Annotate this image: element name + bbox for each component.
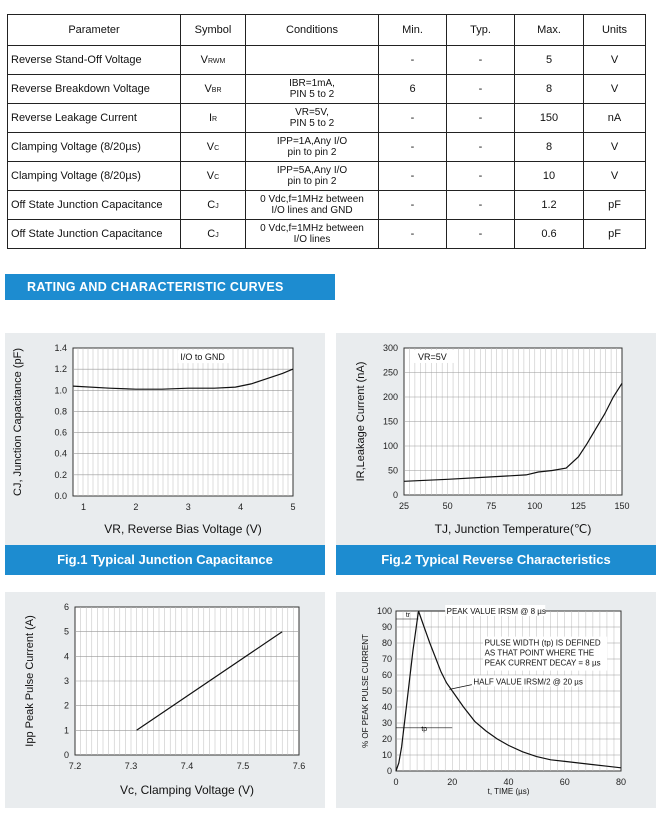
annotation-label: VR=5V: [417, 351, 447, 362]
chart-pulse-waveform: [336, 592, 656, 808]
cell-conditions: [246, 191, 379, 220]
symbol-main: V: [200, 54, 208, 66]
cell-min: -: [379, 220, 447, 249]
x-tick-label: 40: [503, 777, 514, 787]
y-tick-label: 0.0: [54, 491, 67, 501]
x-tick-label: 1: [80, 502, 86, 512]
cell-units: V: [584, 162, 646, 191]
cell-parameter: Off State Junction Capacitance: [8, 191, 181, 220]
y-tick-label: 90: [381, 622, 392, 632]
annotation-pulse-2: AS THAT POINT WHERE THE: [484, 648, 595, 658]
fig4-panel: [336, 592, 656, 808]
cell-max: 8: [515, 133, 584, 162]
table-row: [8, 104, 646, 133]
x-tick-label: 150: [614, 501, 630, 511]
annotation-label: I/O to GND: [180, 352, 225, 363]
x-tick-label: 50: [442, 501, 453, 511]
condition-line: 0 Vdc,f=1MHz between: [260, 223, 364, 234]
condition-line: I/O lines: [293, 234, 331, 245]
cell-conditions: [246, 46, 379, 75]
cell-min: -: [379, 46, 447, 75]
cell-conditions: [246, 133, 379, 162]
y-axis-label: % OF PEAK PULSE CURRENT: [361, 634, 370, 748]
cell-units: V: [584, 133, 646, 162]
x-tick-label: 2: [133, 502, 139, 512]
cell-conditions: [246, 75, 379, 104]
y-tick-label: 20: [381, 734, 392, 744]
fig1-panel: [5, 333, 325, 575]
y-tick-label: 100: [382, 441, 398, 451]
fig3-panel: [5, 592, 325, 808]
cell-min: -: [379, 133, 447, 162]
x-tick-label: 60: [559, 777, 570, 787]
fig2-panel: [336, 333, 656, 575]
cell-symbol: [181, 191, 246, 220]
cell-units: V: [584, 46, 646, 75]
condition-line: pin to pin 2: [287, 147, 337, 158]
chart-reverse-characteristics: [336, 333, 656, 575]
condition-line: VR=5V,: [295, 107, 329, 118]
cell-typ: -: [447, 46, 515, 75]
cell-typ: -: [447, 220, 515, 249]
cell-parameter: Off State Junction Capacitance: [8, 220, 181, 249]
x-axis-label: TJ, Junction Temperature(℃): [434, 522, 592, 536]
symbol-sub: RWM: [207, 58, 226, 65]
y-tick-label: 1.0: [54, 385, 67, 396]
annotation-tr: tr: [405, 612, 411, 619]
symbol-sub: C: [214, 174, 220, 181]
header-parameter: Parameter: [8, 15, 181, 46]
cell-typ: -: [447, 75, 515, 104]
y-tick-label: 1.2: [54, 364, 67, 375]
x-tick-label: 7.3: [124, 761, 138, 771]
section-title: RATING AND CHARACTERISTIC CURVES: [5, 274, 335, 300]
y-axis-label: Ipp Peak Pulse Current (A): [24, 615, 36, 747]
cell-typ: -: [447, 133, 515, 162]
cell-parameter: Reverse Stand-Off Voltage: [8, 46, 181, 75]
y-tick-label: 2: [63, 700, 69, 711]
y-tick-label: 200: [382, 392, 398, 402]
fig1-caption: Fig.1 Typical Junction Capacitance: [5, 545, 325, 575]
y-tick-label: 300: [382, 343, 398, 353]
cell-min: -: [379, 104, 447, 133]
table-row: [8, 220, 646, 249]
y-axis-label: IR,Leakage Current (nA): [355, 361, 367, 482]
cell-typ: -: [447, 191, 515, 220]
cell-typ: -: [447, 104, 515, 133]
annotation-pulse-1: PULSE WIDTH (tp) IS DEFINED: [484, 638, 601, 648]
symbol-sub: J: [215, 203, 219, 210]
x-tick-label: 7.6: [292, 761, 306, 771]
spec-table: [7, 14, 646, 249]
x-tick-label: 125: [570, 501, 586, 511]
symbol-main: V: [206, 141, 215, 153]
condition-line: pin to pin 2: [287, 176, 337, 187]
fig2-caption: Fig.2 Typical Reverse Characteristics: [336, 545, 656, 575]
symbol-sub: R: [212, 116, 218, 123]
y-axis-label: CJ, Junction Capacitance (pF): [12, 348, 24, 496]
x-tick-label: 25: [398, 501, 410, 511]
table-body: [8, 46, 646, 249]
condition-line: IBR=1mA,: [289, 78, 335, 89]
x-tick-label: 7.4: [180, 761, 194, 771]
symbol-main: I: [208, 112, 212, 124]
cell-conditions: [246, 104, 379, 133]
cell-parameter: Clamping Voltage (8/20µs): [8, 162, 181, 191]
cell-parameter: Clamping Voltage (8/20µs): [8, 133, 181, 162]
symbol-sub: C: [214, 145, 220, 152]
y-tick-label: 150: [382, 416, 398, 427]
annotation-tp: tp: [421, 725, 428, 733]
header-min: Min.: [379, 15, 447, 46]
cell-max: 8: [515, 75, 584, 104]
table-row: [8, 133, 646, 162]
cell-symbol: [181, 220, 246, 249]
y-tick-label: 70: [381, 654, 392, 664]
cell-symbol: [181, 133, 246, 162]
cell-max: 150: [515, 104, 584, 133]
table-row: [8, 75, 646, 104]
y-tick-label: 60: [381, 670, 392, 680]
cell-min: 6: [379, 75, 447, 104]
cell-max: 0.6: [515, 220, 584, 249]
condition-line: IPP=1A,Any I/O: [276, 136, 348, 147]
cell-units: pF: [584, 220, 646, 249]
cell-units: pF: [584, 191, 646, 220]
y-tick-label: 80: [381, 638, 392, 648]
x-axis-label: t, TIME (µs): [487, 787, 530, 796]
annotation-peak: PEAK VALUE IRSM @ 8 µs: [446, 607, 546, 616]
symbol-sub: J: [215, 232, 219, 239]
cell-max: 5: [515, 46, 584, 75]
cell-max: 10: [515, 162, 584, 191]
y-tick-label: 50: [387, 465, 398, 476]
y-tick-label: 30: [381, 718, 392, 728]
header-symbol: Symbol: [181, 15, 246, 46]
condition-line: 0 Vdc,f=1MHz between: [260, 194, 364, 205]
cell-conditions: [246, 220, 379, 249]
header-conditions: Conditions: [246, 15, 379, 46]
symbol-sub: BR: [211, 87, 222, 94]
x-tick-label: 75: [486, 501, 497, 511]
y-tick-label: 1: [63, 725, 69, 736]
condition-line: PIN 5 to 2: [289, 118, 335, 129]
y-tick-label: 0.2: [54, 469, 67, 480]
y-tick-label: 250: [382, 367, 398, 378]
symbol-main: C: [207, 228, 216, 240]
table-row: [8, 46, 646, 75]
y-tick-label: 0: [386, 766, 392, 776]
cell-parameter: Reverse Breakdown Voltage: [8, 75, 181, 104]
cell-min: -: [379, 191, 447, 220]
y-tick-label: 40: [381, 702, 392, 712]
cell-typ: -: [447, 162, 515, 191]
x-axis-label: VR, Reverse Bias Voltage (V): [104, 522, 262, 536]
y-tick-label: 6: [63, 602, 69, 612]
symbol-main: V: [204, 83, 212, 95]
y-tick-label: 1.4: [54, 343, 67, 353]
symbol-main: V: [206, 170, 215, 182]
x-tick-label: 0: [393, 777, 399, 787]
x-tick-label: 7.2: [68, 761, 82, 771]
condition-line: IPP=5A,Any I/O: [276, 165, 348, 176]
header-max: Max.: [515, 15, 584, 46]
table-header-row: [8, 15, 646, 46]
table-row: [8, 191, 646, 220]
x-tick-label: 20: [447, 777, 458, 787]
cell-min: -: [379, 162, 447, 191]
annotation-half: HALF VALUE IRSM/2 @ 20 µs: [473, 677, 583, 687]
condition-line: I/O lines and GND: [271, 205, 353, 216]
y-tick-label: 100: [376, 606, 392, 616]
y-tick-label: 4: [63, 651, 69, 662]
table-row: [8, 162, 646, 191]
symbol-main: C: [207, 199, 216, 211]
cell-symbol: [181, 46, 246, 75]
header-units: Units: [584, 15, 646, 46]
cell-parameter: Reverse Leakage Current: [8, 104, 181, 133]
x-axis-label: Vc, Clamping Voltage (V): [119, 783, 255, 797]
x-tick-label: 80: [615, 777, 627, 787]
x-tick-label: 3: [185, 502, 191, 512]
y-tick-label: 0.4: [54, 448, 67, 459]
cell-max: 1.2: [515, 191, 584, 220]
y-tick-label: 0.6: [54, 427, 67, 438]
y-tick-label: 0.8: [54, 406, 67, 417]
cell-conditions: [246, 162, 379, 191]
cell-symbol: [181, 75, 246, 104]
annotation-pulse-3: PEAK CURRENT DECAY = 8 µs: [484, 658, 601, 668]
x-tick-label: 7.5: [236, 761, 250, 771]
y-tick-label: 0: [392, 490, 398, 500]
chart-junction-capacitance: [5, 333, 325, 575]
chart-clamping-voltage: [5, 592, 325, 808]
x-tick-label: 4: [238, 502, 244, 512]
y-tick-label: 50: [381, 686, 392, 696]
y-tick-label: 3: [63, 676, 69, 686]
x-tick-label: 100: [527, 501, 543, 511]
cell-units: V: [584, 75, 646, 104]
cell-symbol: [181, 162, 246, 191]
x-tick-label: 5: [290, 502, 296, 512]
cell-units: nA: [584, 104, 646, 133]
y-tick-label: 5: [63, 626, 69, 637]
header-typ: Typ.: [447, 15, 515, 46]
y-tick-label: 0: [63, 750, 69, 760]
y-tick-label: 10: [381, 750, 392, 760]
condition-line: PIN 5 to 2: [289, 89, 335, 100]
cell-symbol: [181, 104, 246, 133]
